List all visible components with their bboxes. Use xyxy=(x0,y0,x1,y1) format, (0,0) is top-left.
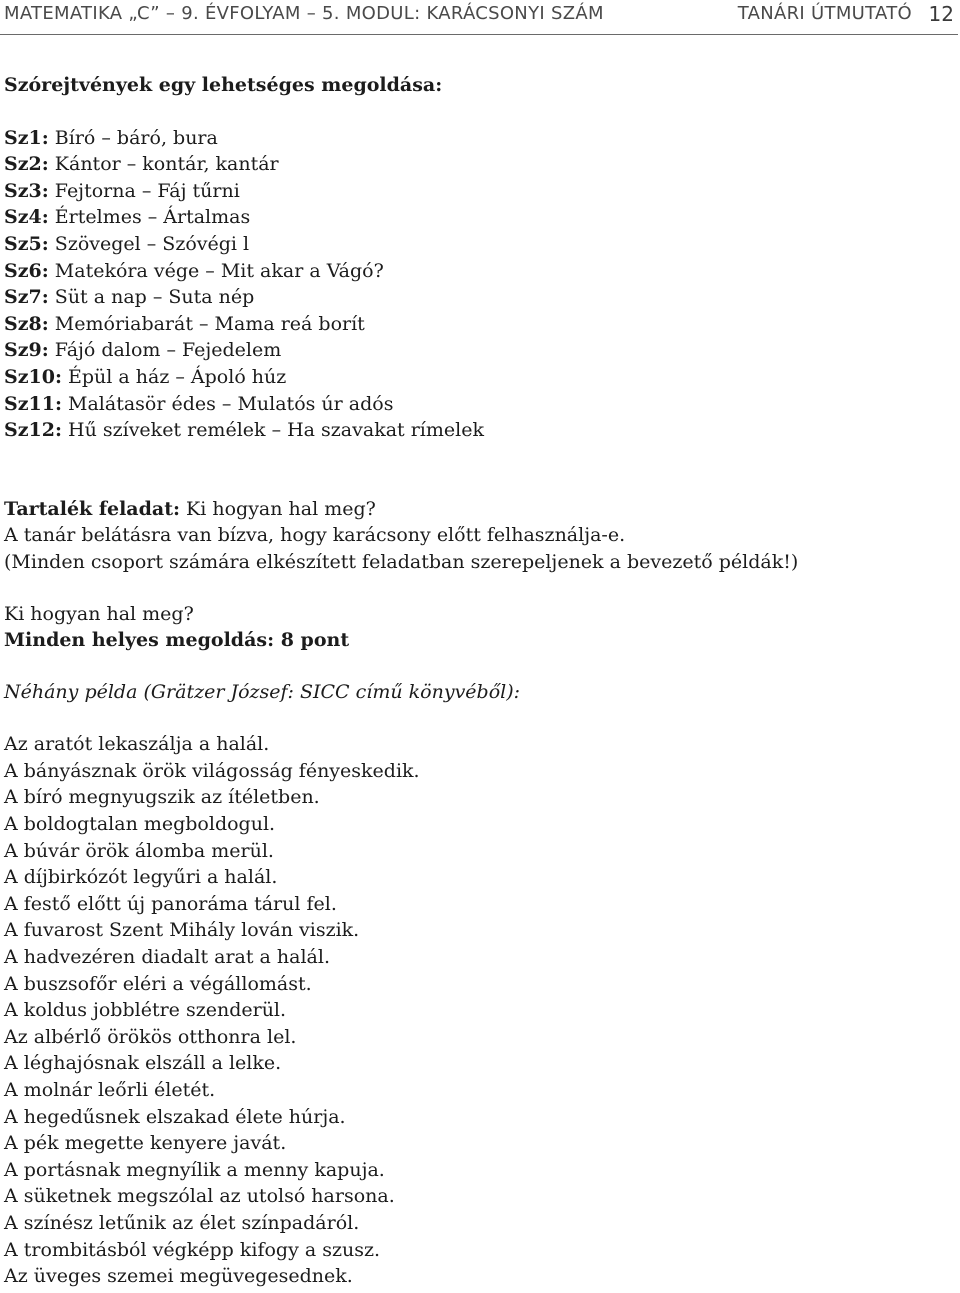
task-question: Ki hogyan hal meg? xyxy=(4,602,194,625)
example-item: A pék megette kenyere javát. xyxy=(4,1132,287,1155)
solution-item xyxy=(4,337,954,364)
solution-label: Sz3: xyxy=(4,179,49,202)
solution-label: Sz9: xyxy=(4,339,49,362)
solution-label: Sz10: xyxy=(4,365,62,388)
solution-item xyxy=(4,417,954,444)
solution-item xyxy=(4,204,954,231)
example-item: Az albérlő örökös otthonra lel. xyxy=(4,1025,297,1048)
solution-text: Fájó dalom – Fejedelem xyxy=(54,339,282,362)
examples-intro: Néhány példa (Grätzer József: SICC című könyvéből): xyxy=(4,680,521,703)
solution-item xyxy=(4,178,954,205)
solution-text: Süt a nap – Suta nép xyxy=(54,286,255,309)
reserve-task-label: Tartalék feladat: xyxy=(4,497,180,520)
page-content xyxy=(4,72,954,1290)
solution-item xyxy=(4,364,954,391)
example-item: A trombitásból végképp kifogy a szusz. xyxy=(4,1238,381,1261)
header-guide-label: TANÁRI ÚTMUTATÓ xyxy=(737,3,912,24)
solution-text: Fejtorna – Fáj tűrni xyxy=(54,179,240,202)
solution-text: Malátasör édes – Mulatós úr adós xyxy=(68,392,394,415)
solution-item xyxy=(4,311,954,338)
solution-label: Sz8: xyxy=(4,312,49,335)
solution-item xyxy=(4,391,954,418)
example-item: A léghajósnak elszáll a lelke. xyxy=(4,1052,282,1075)
solutions-list xyxy=(4,125,954,444)
example-item: A molnár leőrli életét. xyxy=(4,1079,216,1101)
header-module-title: MATEMATIKA „C” – 9. ÉVFOLYAM – 5. MODUL: KARÁCSONYI SZÁM xyxy=(4,3,604,24)
example-item: A festő előtt új panoráma tárul fel. xyxy=(4,892,337,915)
solution-label: Sz1: xyxy=(4,126,49,149)
example-item: A hadvezéren diadalt arat a halál. xyxy=(4,946,330,969)
solution-label: Sz5: xyxy=(4,232,49,255)
reserve-task-title: Ki hogyan hal meg? xyxy=(186,497,376,520)
solution-label: Sz6: xyxy=(4,259,49,282)
solution-text: Matekóra vége – Mit akar a Vágó? xyxy=(54,259,384,282)
example-item: A bíró megnyugszik az ítéletben. xyxy=(4,786,320,809)
reserve-task-heading xyxy=(4,496,954,523)
solution-label: Sz2: xyxy=(4,153,49,176)
example-item: A boldogtalan megboldogul. xyxy=(4,813,276,836)
page-number: 12 xyxy=(928,2,954,26)
example-item: A búvár örök álomba merül. xyxy=(4,839,274,862)
example-item: A buszsofőr eléri a végállomást. xyxy=(4,972,312,995)
solution-item xyxy=(4,231,954,258)
solution-label: Sz12: xyxy=(4,419,62,442)
solution-label: Sz7: xyxy=(4,286,49,309)
example-item: Az aratót lekaszálja a halál. xyxy=(4,733,270,756)
example-item: A bányásznak örök világosság fényeskedik. xyxy=(4,759,420,782)
reserve-task-instruction: (Minden csoport számára elkészített feladatban szerepeljenek a bevezető példák!) xyxy=(4,550,799,573)
solution-item xyxy=(4,284,954,311)
example-item: A portásnak megnyílik a menny kapuja. xyxy=(4,1158,385,1181)
solution-text: Bíró – báró, bura xyxy=(54,126,218,149)
solution-item xyxy=(4,151,954,178)
solution-text: Szövegel – Szóvégi l xyxy=(54,232,250,255)
example-item: A koldus jobblétre szenderül. xyxy=(4,999,287,1022)
solution-text: Hű szíveket remélek – Ha szavakat rímelek xyxy=(68,419,484,442)
example-item: Az üveges szemei megüvegesednek. xyxy=(4,1265,353,1288)
points-note: Minden helyes megoldás: 8 pont xyxy=(4,629,350,652)
example-item: A hegedűsnek elszakad élete húrja. xyxy=(4,1105,346,1128)
solution-label: Sz11: xyxy=(4,392,62,415)
solution-label: Sz4: xyxy=(4,206,49,229)
solution-text: Értelmes – Ártalmas xyxy=(54,206,251,229)
reserve-task-note: A tanár belátásra van bízva, hogy karácsony előtt felhasználja-e. xyxy=(4,524,626,547)
page-header xyxy=(0,0,958,35)
section-title: Szórejtvények egy lehetséges megoldása: xyxy=(4,74,443,96)
example-item: A süketnek megszólal az utolsó harsona. xyxy=(4,1185,395,1208)
example-item: A fuvarost Szent Mihály lován viszik. xyxy=(4,919,360,942)
solution-item xyxy=(4,125,954,152)
example-item: A színész letűnik az élet színpadáról. xyxy=(4,1211,360,1234)
solution-item xyxy=(4,258,954,285)
example-item: A díjbirkózót legyűri a halál. xyxy=(4,866,278,889)
solution-text: Épül a ház – Ápoló húz xyxy=(68,365,287,388)
solution-text: Kántor – kontár, kantár xyxy=(54,153,279,176)
examples-list xyxy=(4,731,954,1289)
solution-text: Memóriabarát – Mama reá borít xyxy=(54,312,365,335)
